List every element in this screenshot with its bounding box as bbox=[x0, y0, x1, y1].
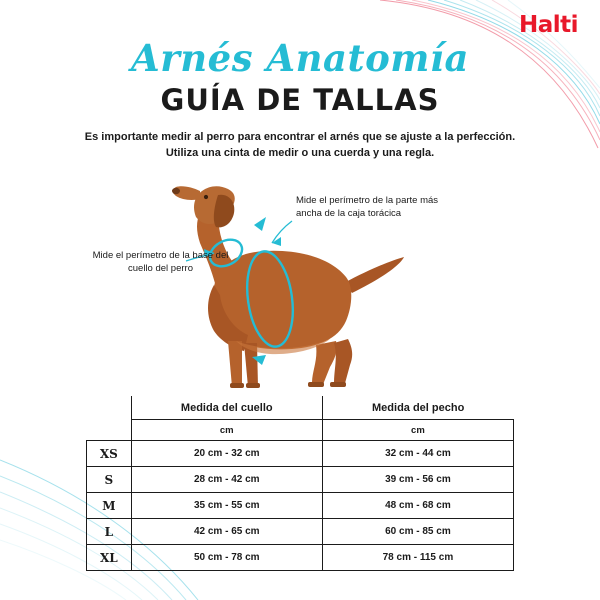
table-header-row bbox=[87, 396, 514, 420]
chest-arrow-up bbox=[254, 217, 266, 231]
chest-value-xl: 78 cm - 115 cm bbox=[322, 545, 513, 571]
table-unit-blank bbox=[87, 420, 132, 441]
page-title-block bbox=[0, 38, 600, 117]
chest-value-m: 48 cm - 68 cm bbox=[322, 493, 513, 519]
table-row bbox=[87, 519, 514, 545]
callout-neck-text: Mide el perímetro de la base del cuello del perro bbox=[92, 250, 229, 274]
size-label-l: L bbox=[87, 519, 132, 545]
page-title: GUÍA DE TALLAS bbox=[160, 82, 440, 117]
chest-value-l: 60 cm - 85 cm bbox=[322, 519, 513, 545]
table-header-neck: Medida del cuello bbox=[131, 396, 322, 420]
chest-leader-line bbox=[272, 221, 292, 243]
table-row bbox=[87, 467, 514, 493]
chest-value-xs: 32 cm - 44 cm bbox=[322, 441, 513, 467]
neck-value-xs: 20 cm - 32 cm bbox=[131, 441, 322, 467]
title-script: Arnés Anatomía bbox=[131, 36, 469, 80]
table-header-blank bbox=[87, 396, 132, 420]
size-label-m: M bbox=[87, 493, 132, 519]
size-label-s: S bbox=[87, 467, 132, 493]
intro-text bbox=[0, 130, 600, 162]
neck-value-s: 28 cm - 42 cm bbox=[131, 467, 322, 493]
table-row bbox=[87, 493, 514, 519]
brand-logo: Halti bbox=[518, 12, 578, 38]
table-header-chest: Medida del pecho bbox=[322, 396, 513, 420]
size-label-xs: XS bbox=[87, 441, 132, 467]
size-label-xl: XL bbox=[87, 545, 132, 571]
table-unit-chest: cm bbox=[322, 420, 513, 441]
intro-line-2: Utiliza una cinta de medir o una cuerda y una regla. bbox=[165, 146, 435, 159]
table-unit-neck: cm bbox=[131, 420, 322, 441]
chest-value-s: 39 cm - 56 cm bbox=[322, 467, 513, 493]
neck-value-m: 35 cm - 55 cm bbox=[131, 493, 322, 519]
table-row bbox=[87, 441, 514, 467]
dog-illustration-area bbox=[0, 165, 600, 390]
callout-chest-text: Mide el perímetro de la parte más ancha de la caja torácica bbox=[296, 195, 439, 219]
size-table bbox=[86, 396, 514, 571]
neck-value-l: 42 cm - 65 cm bbox=[131, 519, 322, 545]
size-table-wrapper bbox=[86, 396, 514, 571]
neck-value-xl: 50 cm - 78 cm bbox=[131, 545, 322, 571]
table-unit-row bbox=[87, 420, 514, 441]
table-row bbox=[87, 545, 514, 571]
intro-line-1: Es importante medir al perro para encontrar el arnés que se ajuste a la perfección. bbox=[84, 131, 516, 143]
